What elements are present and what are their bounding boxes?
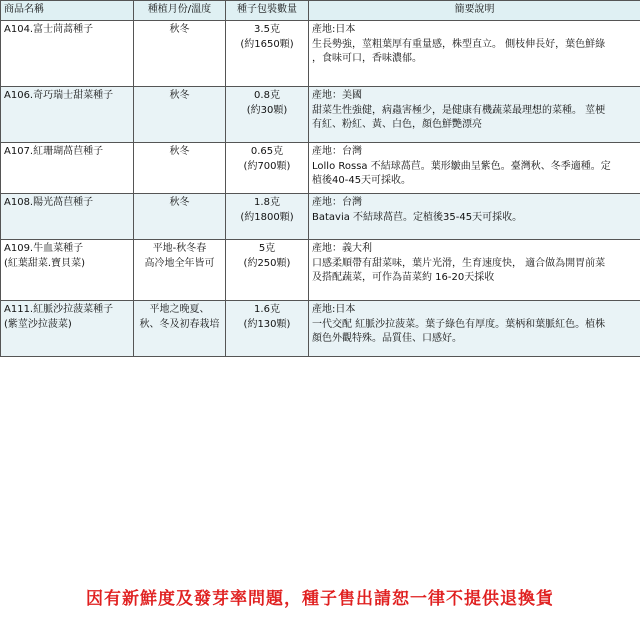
no-return-notice: 因有新鮮度及發芽率問題，種子售出請恕一律不提供退換貨 <box>86 589 554 609</box>
product-name-line: A106.奇巧瑞士甜菜種子 <box>4 90 114 101</box>
description-line: 顏色外觀特殊。品質佳、口感好。 <box>312 333 462 344</box>
season-line: 秋冬 <box>169 197 190 208</box>
description-cell <box>309 143 640 194</box>
pack-size-line: (約130顆) <box>243 318 291 330</box>
season-line: 高冷地全年皆可 <box>144 257 215 269</box>
product-name-cell <box>1 301 134 357</box>
pack-size-line: (約250顆) <box>243 257 291 269</box>
season-line: 平地-秋冬春 <box>152 243 207 254</box>
product-name-line: A108.陽光萵苣種子 <box>4 197 94 208</box>
description-line: Batavia 不結球萵苣。定植後35-45天可採收。 <box>312 211 523 223</box>
pack-size-cell <box>226 143 309 194</box>
pack-size-line: 3.5克 <box>254 24 280 35</box>
pack-size-line: 1.6克 <box>254 304 280 315</box>
season-line: 秋、冬及初春栽培 <box>139 318 220 330</box>
season-line: 秋冬 <box>169 24 190 35</box>
season-line: 秋冬 <box>169 90 190 101</box>
header-pack-size: 種子包裝數量 <box>226 1 309 21</box>
description-cell <box>309 240 640 301</box>
table-header-row <box>1 1 640 21</box>
pack-size-cell <box>226 194 309 240</box>
product-name-line: A107.紅珊瑚萵苣種子 <box>4 146 104 157</box>
pack-size-line: (約30顆) <box>246 104 288 116</box>
product-name-line: A111.紅脈沙拉菠菜種子 <box>4 304 114 315</box>
season-cell <box>134 301 226 357</box>
season-cell <box>134 87 226 143</box>
description-line: ，食味可口，香味濃郁。 <box>312 53 422 64</box>
season-cell <box>134 21 226 87</box>
product-name-line: (紅葉甜菜.寶貝菜) <box>4 257 85 269</box>
description-line: Lollo Rossa 不結球萵苣。葉形皺曲呈紫色。臺灣秋、冬季適種。定 <box>312 160 611 172</box>
season-cell <box>134 240 226 301</box>
description-line: 產地:日本 <box>312 304 356 315</box>
pack-size-line: 0.65克 <box>250 146 284 157</box>
description-line: 產地：台灣 <box>312 146 362 157</box>
description-line: 產地：義大利 <box>312 243 372 254</box>
product-name-cell <box>1 143 134 194</box>
pack-size-cell <box>226 301 309 357</box>
table-row <box>1 240 640 301</box>
description-line: 生長勢強，莖粗葉厚有重量感，株型直立。 側枝伸長好，葉色鮮綠 <box>312 38 606 50</box>
description-cell <box>309 87 640 143</box>
description-line: 甜菜生性強健，病蟲害極少，是健康有機蔬菜最理想的菜種。 莖梗 <box>312 104 606 116</box>
season-cell <box>134 194 226 240</box>
product-name-cell <box>1 87 134 143</box>
header-season: 種植月份/溫度 <box>134 1 226 21</box>
header-description: 簡要說明 <box>309 1 640 21</box>
pack-size-line: (約1650顆) <box>240 38 294 50</box>
table-row <box>1 301 640 357</box>
table-row <box>1 21 640 87</box>
table-row <box>1 87 640 143</box>
description-line: 產地：台灣 <box>312 197 362 208</box>
table-body <box>1 21 640 357</box>
pack-size-cell <box>226 87 309 143</box>
product-name-cell <box>1 240 134 301</box>
description-cell <box>309 21 640 87</box>
description-line: 產地：美國 <box>312 90 362 101</box>
description-cell <box>309 301 640 357</box>
product-name-line: (紫莖沙拉菠菜) <box>4 318 72 330</box>
pack-size-line: 0.8克 <box>254 90 280 101</box>
table-row <box>1 194 640 240</box>
season-line: 平地之晚夏、 <box>149 304 210 315</box>
pack-size-cell <box>226 240 309 301</box>
season-line: 秋冬 <box>169 146 190 157</box>
description-line: 口感柔順帶有甜菜味，葉片光滑，生育速度快， 適合做為開胃前菜 <box>312 257 606 269</box>
product-name-line: A104.富士茼蒿種子 <box>4 24 94 35</box>
description-line: 產地:日本 <box>312 24 356 35</box>
product-name-line: A109.牛血菜種子 <box>4 243 84 254</box>
description-line: 植後40-45天可採收。 <box>312 175 412 186</box>
pack-size-line: (約700顆) <box>243 160 291 172</box>
header-product-name: 商品名稱 <box>1 1 134 21</box>
season-cell <box>134 143 226 194</box>
pack-size-line: 1.8克 <box>254 197 280 208</box>
product-name-cell <box>1 21 134 87</box>
pack-size-cell <box>226 21 309 87</box>
description-line: 有紅、粉紅、黃、白色，顏色鮮艷漂亮 <box>312 119 482 130</box>
description-cell <box>309 194 640 240</box>
description-line: 及搭配蔬菜，可作為苗菜約 16-20天採收 <box>312 272 495 283</box>
product-name-cell <box>1 194 134 240</box>
description-line: 一代交配 紅脈沙拉菠菜。葉子綠色有厚度。葉柄和葉脈紅色。植株 <box>312 318 606 330</box>
pack-size-line: 5克 <box>258 243 276 254</box>
table-row <box>1 143 640 194</box>
pack-size-line: (約1800顆) <box>240 211 294 223</box>
